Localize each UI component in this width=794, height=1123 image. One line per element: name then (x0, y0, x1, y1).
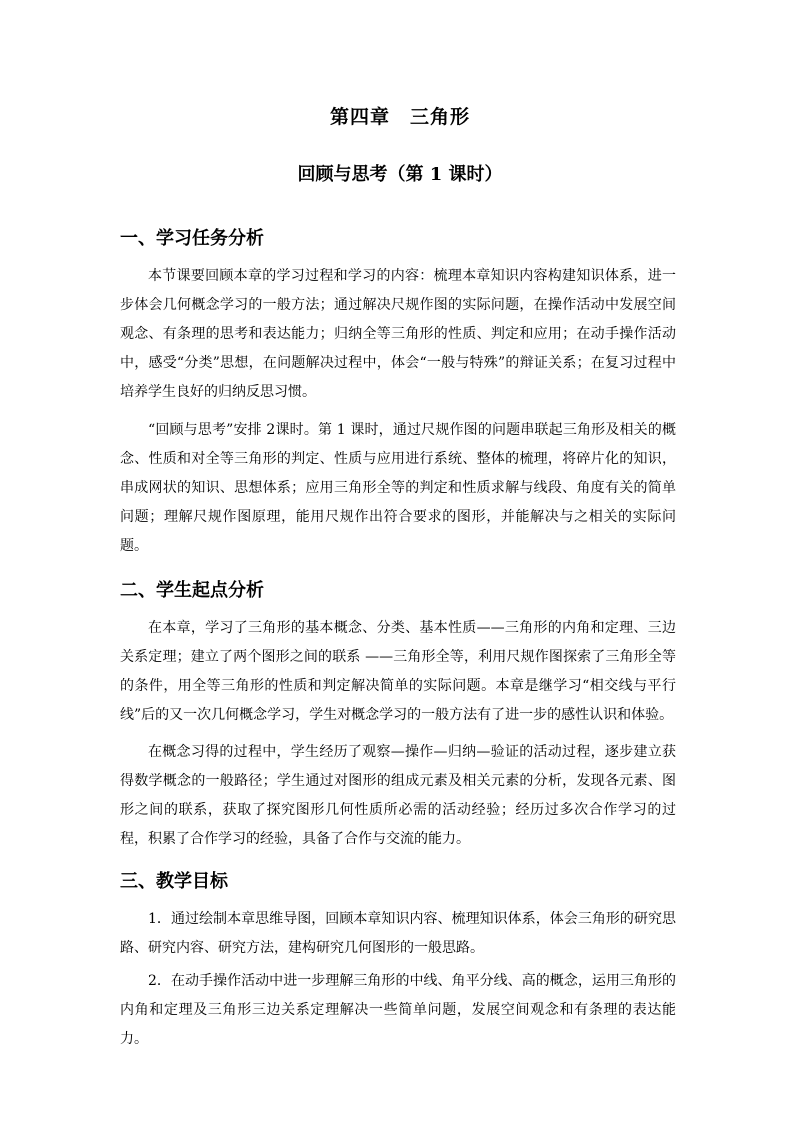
section-heading-teaching-goals: 三、教学目标 (120, 871, 228, 892)
lesson-title: 回顾与思考（第 1 课时） (297, 164, 503, 185)
paragraph-task-analysis-2: “回顾与思考”安排 2课时。第 1 课时，通过尺规作图的问题串联起三角形及相关的概念、性质和对全等三角形的判定、性质与应用进行系统、整体的梳理，将碎片化的知识，串成网状的知识、思想体系；应用三角形全等的判定和性质求解与线段、角度有关的简单问题；理解尺规作图原理，能用尺规作出符合要求的图形，并能解决与之相关的实际问题。 (120, 422, 676, 554)
paragraph-teaching-goal-1: 1．通过绘制本章思维导图，回顾本章知识内容、梳理知识体系，体会三角形的研究思路、研究内容、研究方法，建构研究几何图形的一般思路。 (120, 911, 676, 956)
section-heading-student-starting-point: 二、学生起点分析 (120, 580, 264, 601)
paragraph-task-analysis-1: 本节课要回顾本章的学习过程和学习的内容：梳理本章知识内容构建知识体系，进一步体会几何概念学习的一般方法；通过解决尺规作图的实际问题，在操作活动中发展空间观念、有条理的思考和表达能力；归纳全等三角形的性质、判定和应用；在动手操作活动中，感受“分类”思想，在问题解决过程中，体会“一般与特殊”的辩证关系；在复习过程中培养学生良好的归纳反思习惯。 (120, 268, 676, 400)
paragraph-student-starting-point-1: 在本章，学习了三角形的基本概念、分类、基本性质——三角形的内角和定理、三边关系定理；建立了两个图形之间的联系 ——三角形全等，利用尺规作图探索了三角形全等的条件，用全等三角形的性质和判定解决简单的实际问题。本章是继学习“相交线与平行线”后的又一次几何概念学习，学生对概念学习的一般方法有了进一步的感性认识和体验。 (120, 620, 676, 723)
paragraph-teaching-goal-2: 2．在动手操作活动中进一步理解三角形的中线、角平分线、高的概念，运用三角形的内角和定理及三角形三边关系定理解决一些简单问题，发展空间观念和有条理的表达能力。 (120, 973, 676, 1047)
chapter-title: 第四章 三角形 (329, 106, 470, 128)
paragraph-student-starting-point-2: 在概念习得的过程中，学生经历了观察—操作—归纳—验证的活动过程，逐步建立获得数学概念的一般路径；学生通过对图形的组成元素及相关元素的分析，发现各元素、图形之间的联系，获取了探究图形几何性质所必需的活动经验；经历过多次合作学习的过程，积累了合作学习的经验，具备了合作与交流的能力。 (120, 744, 676, 847)
section-heading-task-analysis: 一、学习任务分析 (120, 228, 264, 249)
